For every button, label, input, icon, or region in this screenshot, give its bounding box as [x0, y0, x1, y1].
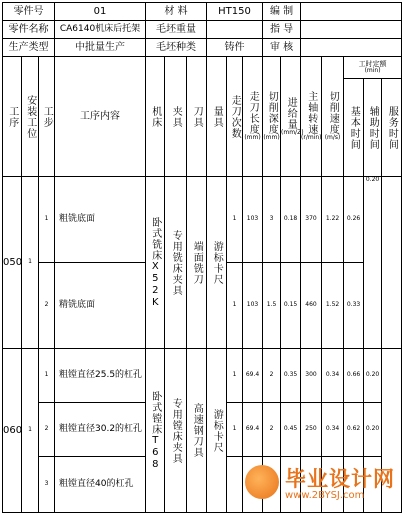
col-service-time: 服务时间: [382, 79, 402, 177]
blank-type-value: 铸件: [207, 39, 263, 57]
col-basic-time: 基本时间: [344, 79, 364, 177]
step-number: 1: [39, 177, 55, 263]
cut-speed-value: 1.52: [322, 263, 344, 349]
process-card-table: [2, 2, 402, 513]
column-header-row-1: [3, 57, 402, 79]
cut-depth-unit: (mm): [263, 134, 280, 142]
tool-length-value: 103: [243, 177, 263, 263]
basic-time-value: 0.66: [344, 349, 364, 403]
aux-time-value: 0.20: [364, 403, 382, 457]
process-number: 060: [3, 349, 22, 513]
production-type-value: 中批量生产: [55, 39, 146, 57]
part-name-value: CA6140机床后托架: [55, 21, 146, 39]
part-no-label: 零件号: [3, 3, 55, 21]
col-content: 工序内容: [55, 57, 146, 177]
fixture-value: 专用镗床夹具: [165, 349, 187, 513]
machine-value: 卧式铣床X52K: [146, 177, 165, 349]
header-row-2: [3, 21, 402, 39]
col-spindle-speed: 主轴转速 (r/min): [301, 57, 322, 177]
header-row-3: [3, 39, 402, 57]
feed-value: 0.35: [281, 349, 301, 403]
cut-speed-value: 0.34: [322, 349, 344, 403]
spindle-speed-value: 370: [301, 177, 322, 263]
cut-depth-value: 3: [263, 177, 281, 263]
aux-time-value: 0.20: [364, 177, 382, 349]
passes-value: 1: [227, 177, 243, 263]
production-type-label: 生产类型: [3, 39, 55, 57]
part-name-label: 零件名称: [3, 21, 55, 39]
col-fixture: 夹具: [165, 57, 187, 177]
step-number: 2: [39, 403, 55, 457]
step-number: 1: [39, 349, 55, 403]
part-no-value: 01: [55, 3, 146, 21]
gauge-value: 游标卡尺: [207, 349, 227, 513]
prepared-label: 编 制: [263, 3, 301, 21]
tool-length-value: 103: [243, 263, 263, 349]
col-process: 工序: [3, 57, 22, 177]
passes-value: 1: [227, 403, 243, 457]
col-feed: 进给量 (mm/Z): [281, 57, 301, 177]
fixture-value: 专用铣床夹具: [165, 177, 187, 349]
col-tool-length: 走刀长度 (mm): [243, 57, 263, 177]
tool-length-value: 69.4: [243, 403, 263, 457]
cutter-value: 高速钢刀具: [187, 349, 207, 513]
feed-unit: (mm/Z): [281, 128, 304, 136]
install-station-value: 1: [22, 349, 39, 513]
blank-type-label: 毛坯种类: [146, 39, 207, 57]
gauge-value: 游标卡尺: [207, 177, 227, 349]
feed-value: 0.18: [281, 177, 301, 263]
watermark-logo-icon: [245, 465, 279, 499]
step-content: 粗镗直径40的杠孔: [55, 457, 146, 513]
basic-time-value: 0.33: [344, 263, 364, 349]
guide-value: [301, 21, 402, 39]
blank-weight-value: [207, 21, 263, 39]
machine-value: 卧式镗床T68: [146, 349, 165, 513]
col-passes: 走刀次数: [227, 57, 243, 177]
guide-label: 指 导: [263, 21, 301, 39]
spindle-speed-unit: (r/min): [301, 134, 322, 142]
cut-depth-value: 2: [263, 349, 281, 403]
feed-value: 0.45: [281, 403, 301, 457]
tool-length-value: 69.4: [243, 349, 263, 403]
col-step: 工步: [39, 57, 55, 177]
process-number: 050: [3, 177, 22, 349]
step-number: 2: [39, 263, 55, 349]
col-cut-depth: 切削深度 (mm): [263, 57, 281, 177]
table-row: [3, 349, 402, 403]
service-time-value: [382, 177, 402, 349]
col-gauge: 量具: [207, 57, 227, 177]
col-time-quota: 工时定额 (min): [344, 57, 402, 79]
col-cutter: 刀具: [187, 57, 207, 177]
passes-value: 1: [227, 263, 243, 349]
material-label: 材 料: [146, 3, 207, 21]
spindle-speed-value: 460: [301, 263, 322, 349]
cut-speed-value: 0.34: [322, 403, 344, 457]
col-aux-time: 辅助时间: [364, 79, 382, 177]
watermark-url: www.2BYSJ.com: [285, 490, 365, 501]
spindle-speed-value: 300: [301, 349, 322, 403]
cut-speed-unit: (m/s): [324, 134, 341, 142]
cut-depth-value: 2: [263, 403, 281, 457]
step-content: 粗铣底面: [55, 177, 146, 263]
review-label: 审 核: [263, 39, 301, 57]
passes-value: 1: [227, 349, 243, 403]
cut-depth-value: 1.5: [263, 263, 281, 349]
basic-time-value: 0.62: [344, 403, 364, 457]
watermark: [245, 463, 395, 509]
blank-weight-label: 毛坯重量: [146, 21, 207, 39]
table-row: [3, 177, 402, 263]
step-number: 3: [39, 457, 55, 513]
step-content: 粗镗直径25.5的杠孔: [55, 349, 146, 403]
tool-length-unit: (mm): [244, 134, 261, 142]
install-station-value: 1: [22, 177, 39, 349]
basic-time-value: 0.26: [344, 177, 364, 263]
col-install-station: 安装工位: [22, 57, 39, 177]
watermark-title: 毕业设计网: [285, 467, 395, 491]
review-value: [301, 39, 402, 57]
step-content: 精铣底面: [55, 263, 146, 349]
spindle-speed-value: 250: [301, 403, 322, 457]
passes-value: [227, 457, 243, 513]
material-value: HT150: [207, 3, 263, 21]
col-cut-speed: 切削速度 (m/s): [322, 57, 344, 177]
cut-speed-value: 1.22: [322, 177, 344, 263]
aux-time-value: 0.20: [364, 349, 382, 403]
feed-value: 0.15: [281, 263, 301, 349]
col-machine: 机床: [146, 57, 165, 177]
cutter-value: 端面铣刀: [187, 177, 207, 349]
prepared-value: [301, 3, 402, 21]
step-content: 粗镗直径30.2的杠孔: [55, 403, 146, 457]
header-row-1: [3, 3, 402, 21]
time-unit: (min): [364, 67, 381, 75]
